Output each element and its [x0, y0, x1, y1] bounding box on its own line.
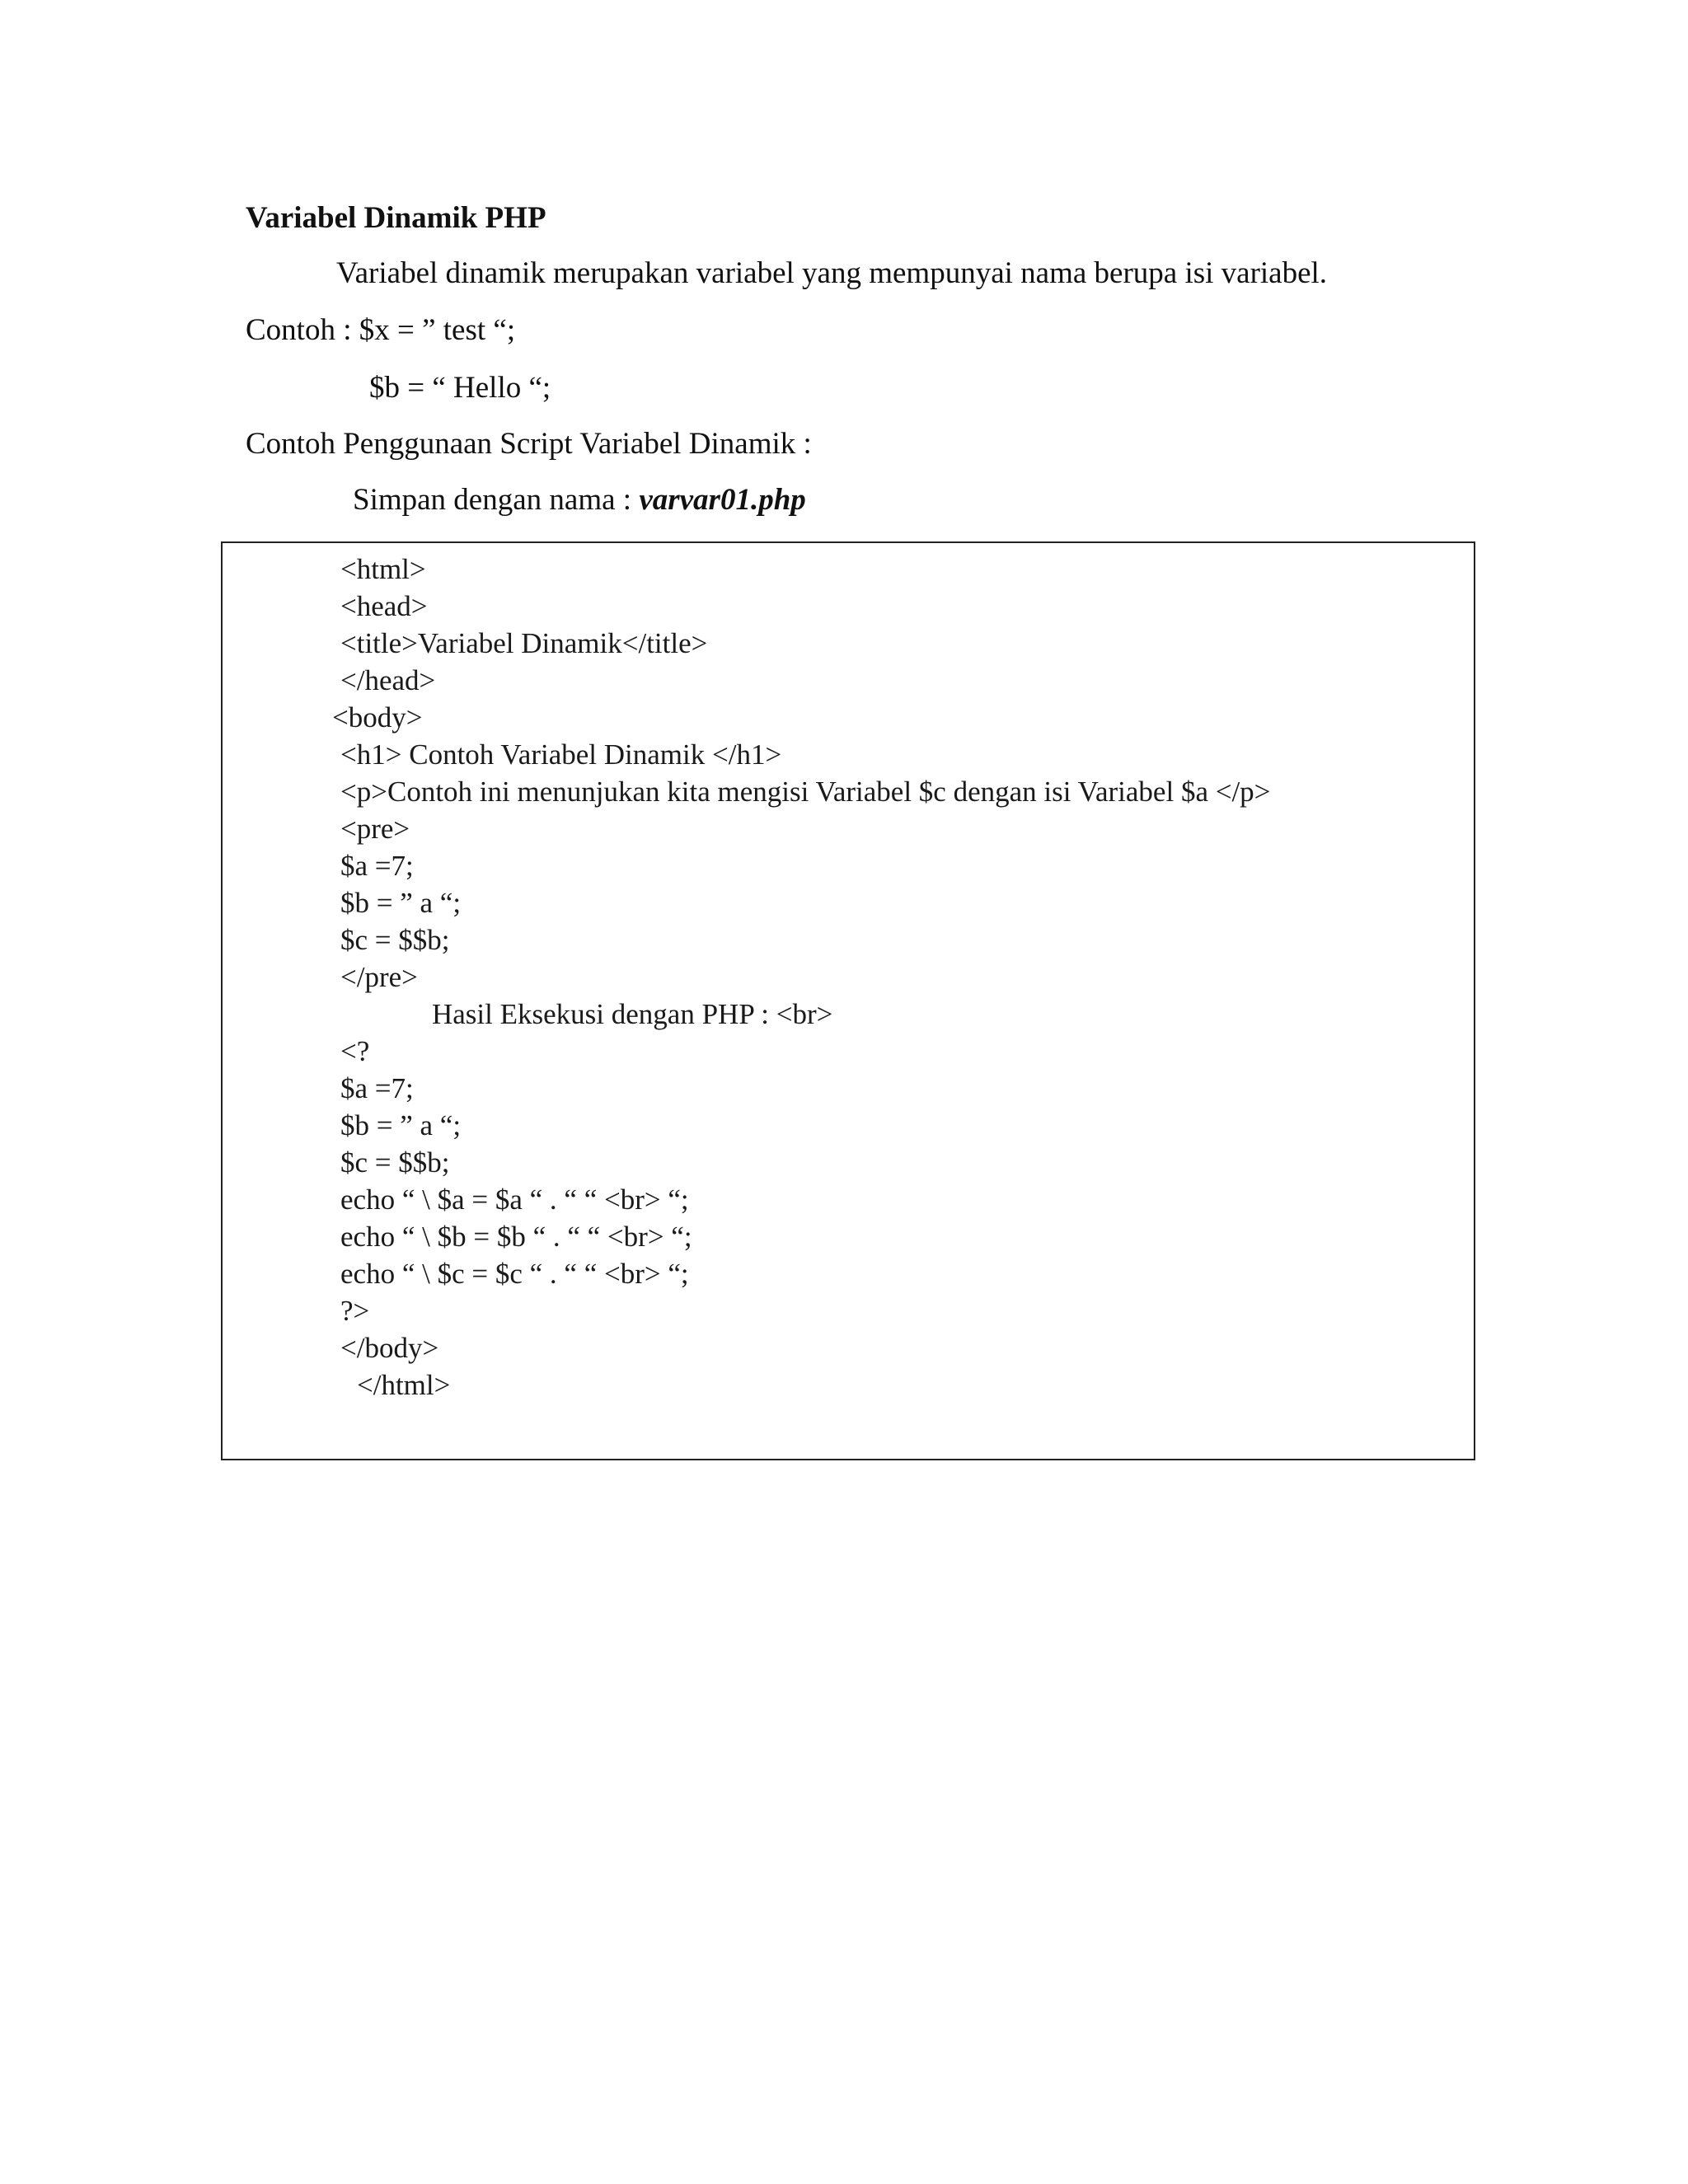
code-line: $c = $$b;: [340, 924, 450, 956]
code-line: <pre>: [340, 813, 410, 845]
example-line-2: $b = “ Hello “;: [369, 371, 551, 405]
code-line: </head>: [340, 664, 436, 696]
intro-paragraph: Variabel dinamik merupakan variabel yang mempunyai nama berupa isi variabel.: [336, 256, 1328, 290]
code-line: <html>: [340, 553, 426, 585]
code-line: <?: [340, 1035, 370, 1067]
code-line: echo “ \ $a = $a “ . “ “ <br> “;: [340, 1183, 689, 1216]
code-line: <body>: [332, 701, 423, 733]
code-line: $a =7;: [340, 1072, 414, 1104]
section-heading: Variabel Dinamik PHP: [246, 201, 546, 235]
code-line: Hasil Eksekusi dengan PHP : <br>: [432, 998, 833, 1030]
code-line: $a =7;: [340, 850, 414, 882]
code-line: <head>: [340, 590, 428, 622]
usage-title: Contoh Penggunaan Script Variabel Dinamik :: [246, 427, 812, 461]
code-box: [221, 541, 1475, 1460]
code-line: </pre>: [340, 961, 418, 993]
code-line: <p>Contoh ini menunjukan kita mengisi Variabel $c dengan isi Variabel $a </p>: [340, 776, 1271, 808]
code-line: $c = $$b;: [340, 1146, 450, 1179]
code-line: <h1> Contoh Variabel Dinamik </h1>: [340, 738, 782, 771]
code-line: <title>Variabel Dinamik</title>: [340, 627, 708, 659]
save-instruction: [353, 485, 806, 515]
code-line: </body>: [340, 1332, 439, 1364]
example-line-1: Contoh : $x = ” test “;: [246, 313, 516, 347]
code-line: echo “ \ $b = $b “ . “ “ <br> “;: [340, 1221, 692, 1253]
code-line: ?>: [340, 1295, 370, 1327]
code-line: </html>: [357, 1369, 451, 1401]
save-filename: varvar01.php: [639, 483, 806, 517]
code-line: $b = ” a “;: [340, 887, 462, 919]
code-line: echo “ \ $c = $c “ . “ “ <br> “;: [340, 1258, 689, 1290]
code-line: $b = ” a “;: [340, 1109, 462, 1141]
save-label: Simpan dengan nama :: [353, 483, 640, 517]
